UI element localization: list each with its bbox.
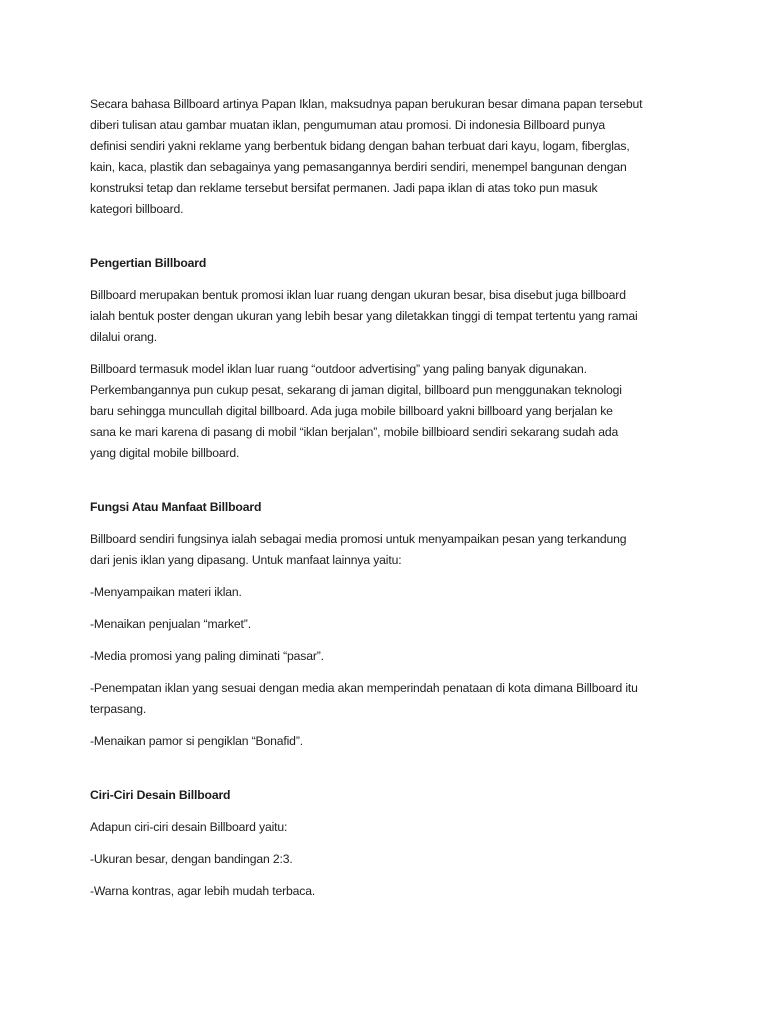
text-line: diberi tulisan atau gambar muatan iklan, pengumuman atau promosi. Di indonesia Billboard punya <box>90 118 606 132</box>
intro-paragraph <box>90 94 690 220</box>
text-line: yang digital mobile billboard. <box>90 446 240 460</box>
text-line: terpasang. <box>90 702 147 716</box>
text-line: dari jenis iklan yang dipasang. Untuk manfaat lainnya yaitu: <box>90 553 402 567</box>
text-line: konstruksi tetap dan reklame tersebut bersifat permanen. Jadi papa iklan di atas toko pun masuk <box>90 181 598 195</box>
list-item <box>90 678 690 720</box>
pengertian-paragraph-2 <box>90 359 690 464</box>
fungsi-paragraph <box>90 529 690 571</box>
text-line: -Menyampaikan materi iklan. <box>90 585 242 599</box>
list-item <box>90 582 690 603</box>
text-line: -Menaikan pamor si pengiklan “Bonafid”. <box>90 734 303 748</box>
text-line: Billboard termasuk model iklan luar ruang “outdoor advertising” yang paling banyak digunakan. <box>90 362 587 376</box>
list-item <box>90 614 690 635</box>
section-heading-ciri: Ciri-Ciri Desain Billboard <box>90 788 231 802</box>
section-heading-fungsi: Fungsi Atau Manfaat Billboard <box>90 500 262 514</box>
text-line: dilalui orang. <box>90 330 158 344</box>
text-line: Adapun ciri-ciri desain Billboard yaitu: <box>90 820 288 834</box>
text-line: -Media promosi yang paling diminati “pasar”. <box>90 649 324 663</box>
text-line: Billboard sendiri fungsinya ialah sebagai media promosi untuk menyampaikan pesan yang terkandung <box>90 532 627 546</box>
list-item <box>90 849 690 870</box>
text-line: Perkembangannya pun cukup pesat, sekarang di jaman digital, billboard pun menggunakan teknologi <box>90 383 622 397</box>
document-body <box>90 94 690 913</box>
text-line: -Warna kontras, agar lebih mudah terbaca. <box>90 884 316 898</box>
text-line: Billboard merupakan bentuk promosi iklan luar ruang dengan ukuran besar, bisa disebut juga billboard <box>90 288 626 302</box>
text-line: -Menaikan penjualan “market”. <box>90 617 251 631</box>
ciri-paragraph <box>90 817 690 838</box>
list-item <box>90 731 690 752</box>
text-line: -Ukuran besar, dengan bandingan 2:3. <box>90 852 293 866</box>
text-line: kain, kaca, plastik dan sebagainya yang pemasangannya berdiri sendiri, menempel bangunan dengan <box>90 160 627 174</box>
text-line: baru sehingga muncullah digital billboard. Ada juga mobile billboard yakni billboard yang berjalan ke <box>90 404 613 418</box>
text-line: Secara bahasa Billboard artinya Papan Iklan, maksudnya papan berukuran besar dimana papan tersebut <box>90 97 643 111</box>
text-line: -Penempatan iklan yang sesuai dengan media akan memperindah penataan di kota dimana Billboard itu <box>90 681 638 695</box>
text-line: kategori billboard. <box>90 202 184 216</box>
text-line: definisi sendiri yakni reklame yang berbentuk bidang dengan bahan terbuat dari kayu, logam, fiberglas, <box>90 139 630 153</box>
section-heading-pengertian: Pengertian Billboard <box>90 256 207 270</box>
text-line: ialah bentuk poster dengan ukuran yang lebih besar yang diletakkan tinggi di tempat tertentu yang ramai <box>90 309 638 323</box>
list-item <box>90 881 690 902</box>
pengertian-paragraph-1 <box>90 285 690 348</box>
list-item <box>90 646 690 667</box>
text-line: sana ke mari karena di pasang di mobil “iklan berjalan”, mobile billbioard sendiri sekarang sudah ada <box>90 425 619 439</box>
